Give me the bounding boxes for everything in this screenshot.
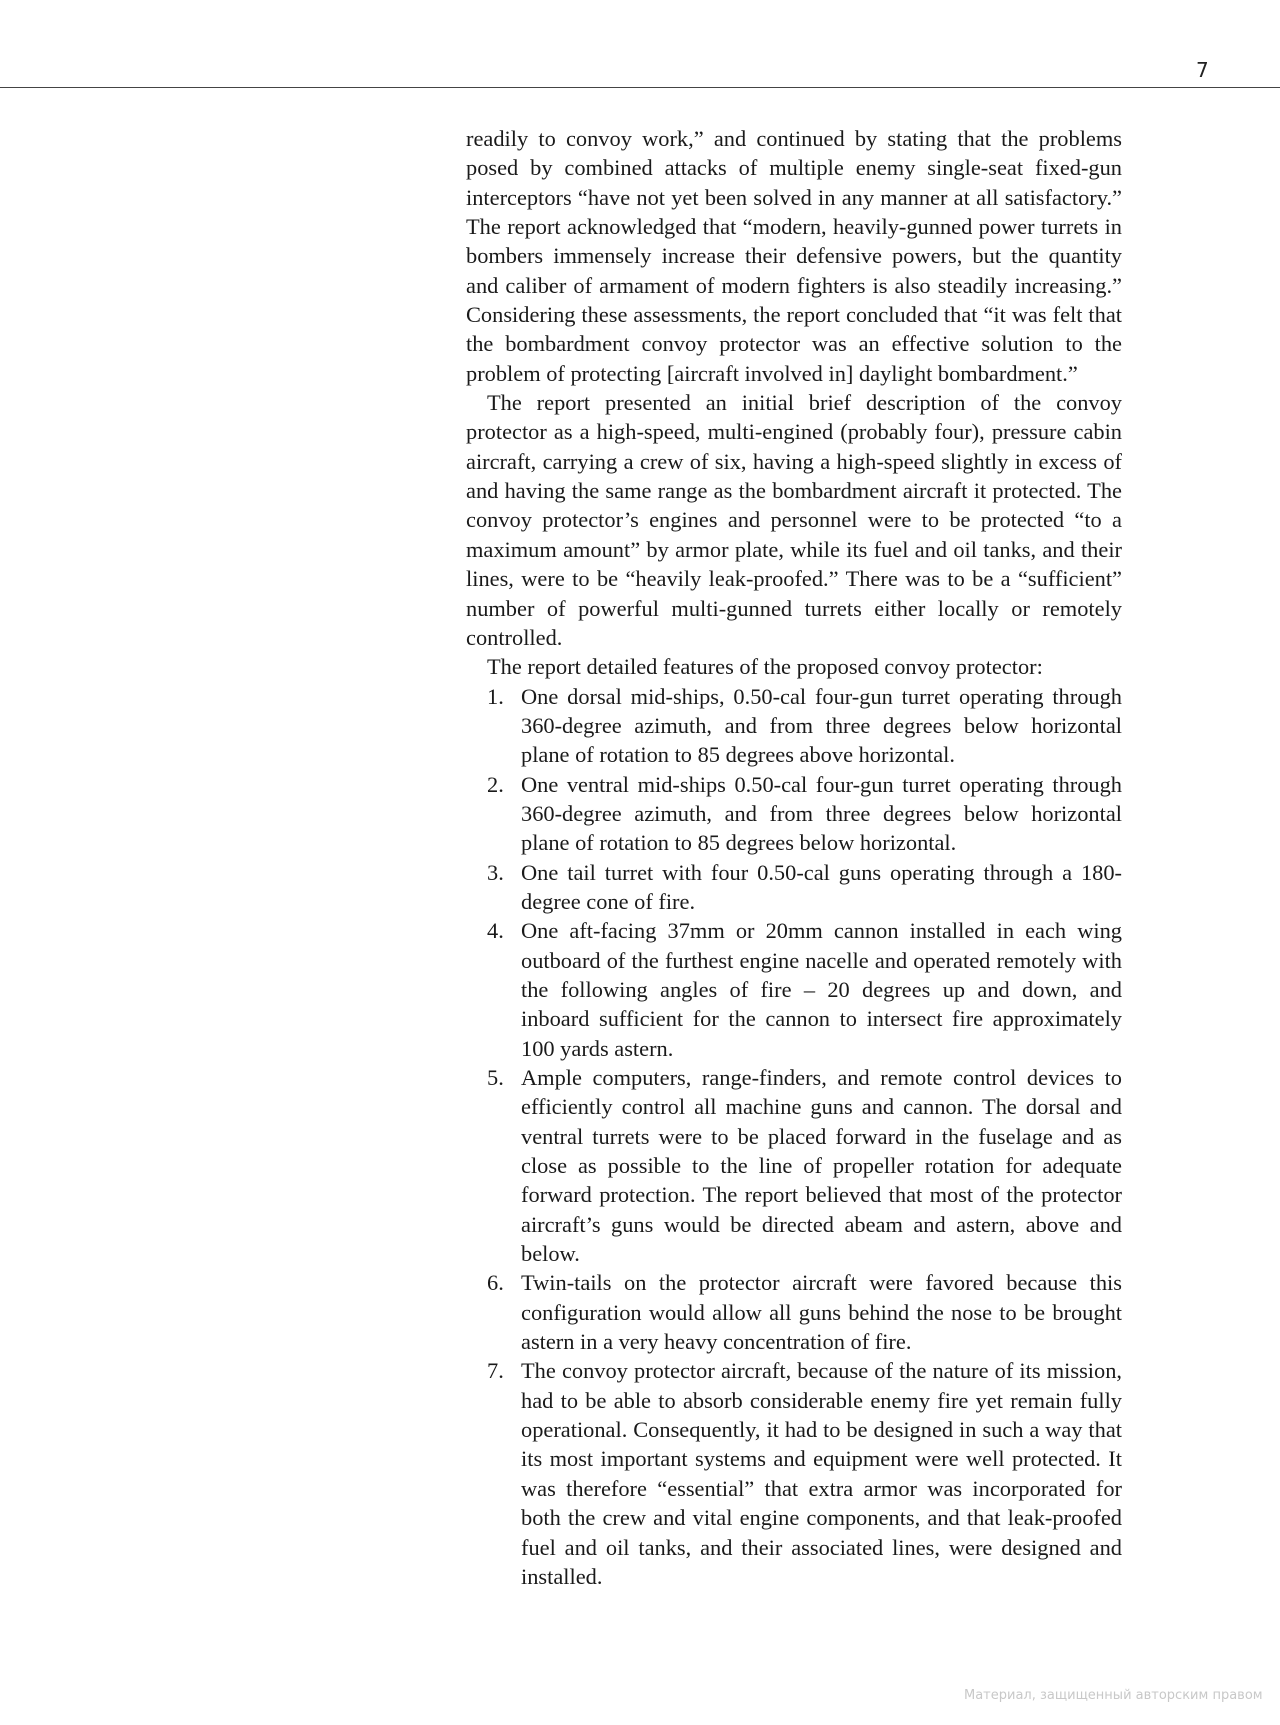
list-item — [466, 770, 1122, 858]
list-number: 7. — [487, 1358, 504, 1384]
list-number: 4. — [487, 918, 504, 944]
paragraph: The report presented an initial brief description of the convoy protector as a high-speed, multi-engined (probably four), pressure cabin aircraft, carrying a crew of six, having a high-speed slightly in excess of and having the same range as the bombardment aircraft it protected. The convoy protector’s engines and personnel were to be protected “to a maximum amount” by armor plate, while its fuel and oil tanks, and their lines, were to be “heavily leak-proofed.” There was to be a “sufficient” number of powerful multi-gunned turrets either locally or remotely controlled. — [466, 390, 1122, 650]
list-number: 6. — [487, 1270, 504, 1296]
list-item-text: One aft-facing 37mm or 20mm cannon installed in each wing outboard of the furthest engine nacelle and operated remotely with the following angles of fire – 20 degrees up and down, and inboard sufficient for the cannon to intersect fire approximately 100 yards astern. — [521, 918, 1122, 1061]
list-item — [466, 858, 1122, 917]
list-item-text: One tail turret with four 0.50-cal guns operating through a 180-degree cone of fire. — [521, 859, 1122, 914]
list-item — [466, 682, 1122, 770]
list-item — [466, 1063, 1122, 1268]
header-rule — [0, 87, 1280, 88]
list-item — [466, 1268, 1122, 1356]
body-text — [466, 124, 1122, 1591]
paragraph-continued: readily to convoy work,” and continued by stating that the problems posed by combined attacks of multiple enemy single-seat fixed-gun interceptors “have not yet been solved in any manner at all satisfactory.” The report acknowledged that “modern, heavily-gunned power turrets in bombers immensely increase their defensive powers, but the quantity and caliber of armament of modern fighters is also steadily increasing.” Considering these assessments, the report concluded that “it was felt that the bombardment convoy protector was an effective solution to the problem of protecting [aircraft involved in] daylight bombardment.” — [466, 126, 1122, 386]
list-item-text: One ventral mid-ships 0.50-cal four-gun turret operating through 360-degree azimuth, and from three degrees below horizontal plane of rotation to 85 degrees below horizontal. — [521, 771, 1122, 856]
list-number: 1. — [487, 683, 504, 709]
list-item-text: Ample computers, range-finders, and remote control devices to efficiently control all machine guns and cannon. The dorsal and ventral turrets were to be placed forward in the fuselage and as close as possible to the line of propeller rotation for adequate forward protection. The report believed that most of the protector aircraft’s guns would be directed abeam and astern, above and below. — [521, 1065, 1122, 1267]
list-number: 3. — [487, 859, 504, 885]
list-item-text: Twin-tails on the protector aircraft were favored because this configuration would allow all guns behind the nose to be brought astern in a very heavy concentration of fire. — [521, 1270, 1122, 1355]
list-intro: The report detailed features of the proposed convoy protector: — [487, 654, 1043, 680]
list-item — [466, 1356, 1122, 1591]
list-number: 5. — [487, 1065, 504, 1090]
page-header — [0, 0, 1280, 89]
page-number: 7 — [1196, 58, 1209, 82]
copyright-watermark: Материал, защищенный авторским правом — [964, 1688, 1263, 1703]
list-item-text: The convoy protector aircraft, because of the nature of its mission, had to be able to absorb considerable enemy fire yet remain fully operational. Consequently, it had to be designed in such a way that its most important systems and equipment were well protected. It was therefore “essential” that extra armor was incorporated for both the crew and vital engine components, and that leak-proofed fuel and oil tanks, and their associated lines, were designed and installed. — [521, 1358, 1122, 1589]
list-item — [466, 916, 1122, 1063]
list-number: 2. — [487, 771, 504, 797]
features-list — [466, 682, 1122, 1592]
list-item-text: One dorsal mid-ships, 0.50-cal four-gun turret operating through 360-degree azimuth, and from three degrees below horizontal plane of rotation to 85 degrees above horizontal. — [521, 683, 1122, 768]
